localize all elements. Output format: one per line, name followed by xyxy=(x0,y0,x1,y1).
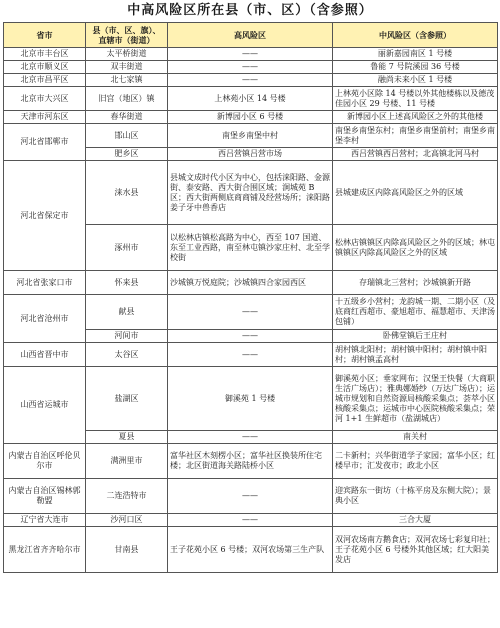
cell-county: 春华街道 xyxy=(86,111,168,124)
header-county-line2: 直辖市（街道） xyxy=(98,35,155,45)
table-row xyxy=(4,343,498,367)
cell-high-risk: 南堡乡南堡中村 xyxy=(168,124,333,148)
cell-medium-risk: 南堡乡南堡东村；南堡乡南堡前村；南堡乡南堡李村 xyxy=(333,124,498,148)
cell-high-risk: 沙城镇万悦庭院；沙城镇四合家园西区 xyxy=(168,271,333,295)
cell-county: 甘南县 xyxy=(86,527,168,573)
header-county xyxy=(86,23,168,48)
table-row xyxy=(4,271,498,295)
cell-high-risk: 富华社区木刻楞小区；富华社区换装所住宅楼；北区街道海关路陆桥小区 xyxy=(168,444,333,479)
cell-county: 肥乡区 xyxy=(86,148,168,161)
cell-county: 沙河口区 xyxy=(86,514,168,527)
cell-medium-risk: 双河农场南方鹅食店；双河农场七彩复印社；王子花苑小区 6 号楼外其他区域；红大阳美发店 xyxy=(333,527,498,573)
table-row xyxy=(4,367,498,431)
cell-county: 盐湖区 xyxy=(86,367,168,431)
cell-medium-risk: 县城建成区内除高风险区之外的区域 xyxy=(333,161,498,225)
cell-medium-risk: 上林苑小区除 14 号楼以外其他楼栋以及德茂佳园小区 29 号楼、11 号楼 xyxy=(333,87,498,111)
cell-high-risk: —— xyxy=(168,431,333,444)
cell-medium-risk: 存瑞镇北三营村；沙城镇新开路 xyxy=(333,271,498,295)
table-row xyxy=(4,161,498,225)
cell-county: 太平桥街道 xyxy=(86,48,168,61)
cell-high-risk: 县城文成时代小区为中心，包括涞阳路、金源街、泰安路、西大街合围区域；涧城苑 B 区；西大街两侧底商商铺及经营场所；涞阳路姜子牙中兽香店 xyxy=(168,161,333,225)
cell-high-risk: 御溪苑 1 号楼 xyxy=(168,367,333,431)
table-row xyxy=(4,87,498,111)
cell-city: 北京市顺义区 xyxy=(4,61,86,74)
table-row xyxy=(4,124,498,148)
cell-county: 怀来县 xyxy=(86,271,168,295)
cell-medium-risk: 松林店镇镇区内除高风险区之外的区域；林屯镇镇区内除高风险区之外的区域 xyxy=(333,225,498,271)
header-county-line1: 县（市、区、旗）、 xyxy=(92,25,161,35)
table-row xyxy=(4,111,498,124)
table-row xyxy=(4,527,498,573)
cell-county: 北七家镇 xyxy=(86,74,168,87)
cell-medium-risk: 胡村镇北阳村；胡村镇中阳村；胡村镇中阳村；胡村镇孟高村 xyxy=(333,343,498,367)
cell-city: 河北省张家口市 xyxy=(4,271,86,295)
cell-city: 河北省邯郸市 xyxy=(4,124,86,161)
cell-high-risk: —— xyxy=(168,61,333,74)
cell-city: 北京市昌平区 xyxy=(4,74,86,87)
cell-city: 辽宁省大连市 xyxy=(4,514,86,527)
cell-city: 内蒙古自治区呼伦贝尔市 xyxy=(4,444,86,479)
cell-high-risk: 上林苑小区 14 号楼 xyxy=(168,87,333,111)
cell-county: 涿州市 xyxy=(86,225,168,271)
cell-county: 双丰街道 xyxy=(86,61,168,74)
risk-area-table xyxy=(3,22,498,573)
cell-medium-risk: 三合大厦 xyxy=(333,514,498,527)
cell-high-risk: 以松林店镇松高路为中心，西至 107 国道、东至工业西路，南至林屯镇沙家庄村、北至学校街 xyxy=(168,225,333,271)
header-province-city: 省市 xyxy=(4,23,86,48)
cell-county: 满洲里市 xyxy=(86,444,168,479)
cell-county: 太谷区 xyxy=(86,343,168,367)
cell-high-risk: 西吕营镇吕营市场 xyxy=(168,148,333,161)
page-title: 中高风险区所在县（市、区）（含参照） xyxy=(127,3,373,18)
table-header-row xyxy=(4,23,498,48)
header-high-risk: 高风险区 xyxy=(168,23,333,48)
cell-medium-risk: 迎宾路东一街坊（十栋平房及东侧大院）；景典小区 xyxy=(333,479,498,514)
cell-high-risk: —— xyxy=(168,48,333,61)
cell-city: 河北省保定市 xyxy=(4,161,86,271)
cell-high-risk: 新博园小区 6 号楼 xyxy=(168,111,333,124)
cell-county: 二连浩特市 xyxy=(86,479,168,514)
cell-county: 旧宫（地区）镇 xyxy=(86,87,168,111)
cell-city: 山西省晋中市 xyxy=(4,343,86,367)
cell-high-risk: —— xyxy=(168,514,333,527)
cell-medium-risk: 丽新嘉园南区 1 号楼 xyxy=(333,48,498,61)
table-row xyxy=(4,48,498,61)
cell-medium-risk: 南关村 xyxy=(333,431,498,444)
cell-county: 邯山区 xyxy=(86,124,168,148)
cell-medium-risk: 御溪苑小区；垂家网布；汉堡王快餐（大商职生活广场店）；雅典娜婚纱（万达广场店）；运城市规划和自然资源局核酸采集点；荟萃小区核酸采集点；运城市中心医院核酸采集点；荣河 1+1 生鲜超市（盐湖城店） xyxy=(333,367,498,431)
cell-medium-risk: 十五级乡小营村；龙韵城一期、二期小区（及底商红西超市、豪旭超市、福慧超市、天津汤包铺） xyxy=(333,295,498,330)
cell-city: 内蒙古自治区锡林郭勒盟 xyxy=(4,479,86,514)
cell-high-risk: —— xyxy=(168,343,333,367)
cell-medium-risk: 卧佛堂镇后王庄村 xyxy=(333,330,498,343)
cell-high-risk: —— xyxy=(168,74,333,87)
cell-high-risk: —— xyxy=(168,295,333,330)
cell-county: 夏县 xyxy=(86,431,168,444)
table-row xyxy=(4,444,498,479)
cell-high-risk: 王子花苑小区 6 号楼；双河农场第三生产队 xyxy=(168,527,333,573)
cell-high-risk: —— xyxy=(168,479,333,514)
cell-city: 天津市河东区 xyxy=(4,111,86,124)
cell-county: 涞水县 xyxy=(86,161,168,225)
cell-high-risk: —— xyxy=(168,330,333,343)
cell-medium-risk: 西吕营镇西吕营村；北高镇北河马村 xyxy=(333,148,498,161)
cell-city: 黑龙江省齐齐哈尔市 xyxy=(4,527,86,573)
cell-city: 山西省运城市 xyxy=(4,367,86,444)
table-row xyxy=(4,479,498,514)
table-row xyxy=(4,295,498,330)
cell-medium-risk: 二卡新村；兴华街道学子家园；富华小区；红楼早市；汇发夜市；政北小区 xyxy=(333,444,498,479)
cell-medium-risk: 鲁能 7 号院溪园 36 号楼 xyxy=(333,61,498,74)
cell-city: 北京市大兴区 xyxy=(4,87,86,111)
table-row xyxy=(4,74,498,87)
header-medium-risk: 中风险区（含参照） xyxy=(333,23,498,48)
cell-city: 河北省沧州市 xyxy=(4,295,86,343)
cell-city: 北京市丰台区 xyxy=(4,48,86,61)
table-row xyxy=(4,514,498,527)
cell-medium-risk: 融尚未来小区 1 号楼 xyxy=(333,74,498,87)
table-row xyxy=(4,61,498,74)
cell-medium-risk: 新博园小区上述高风险区之外的其他楼 xyxy=(333,111,498,124)
cell-county: 献县 xyxy=(86,295,168,330)
cell-county: 河间市 xyxy=(86,330,168,343)
